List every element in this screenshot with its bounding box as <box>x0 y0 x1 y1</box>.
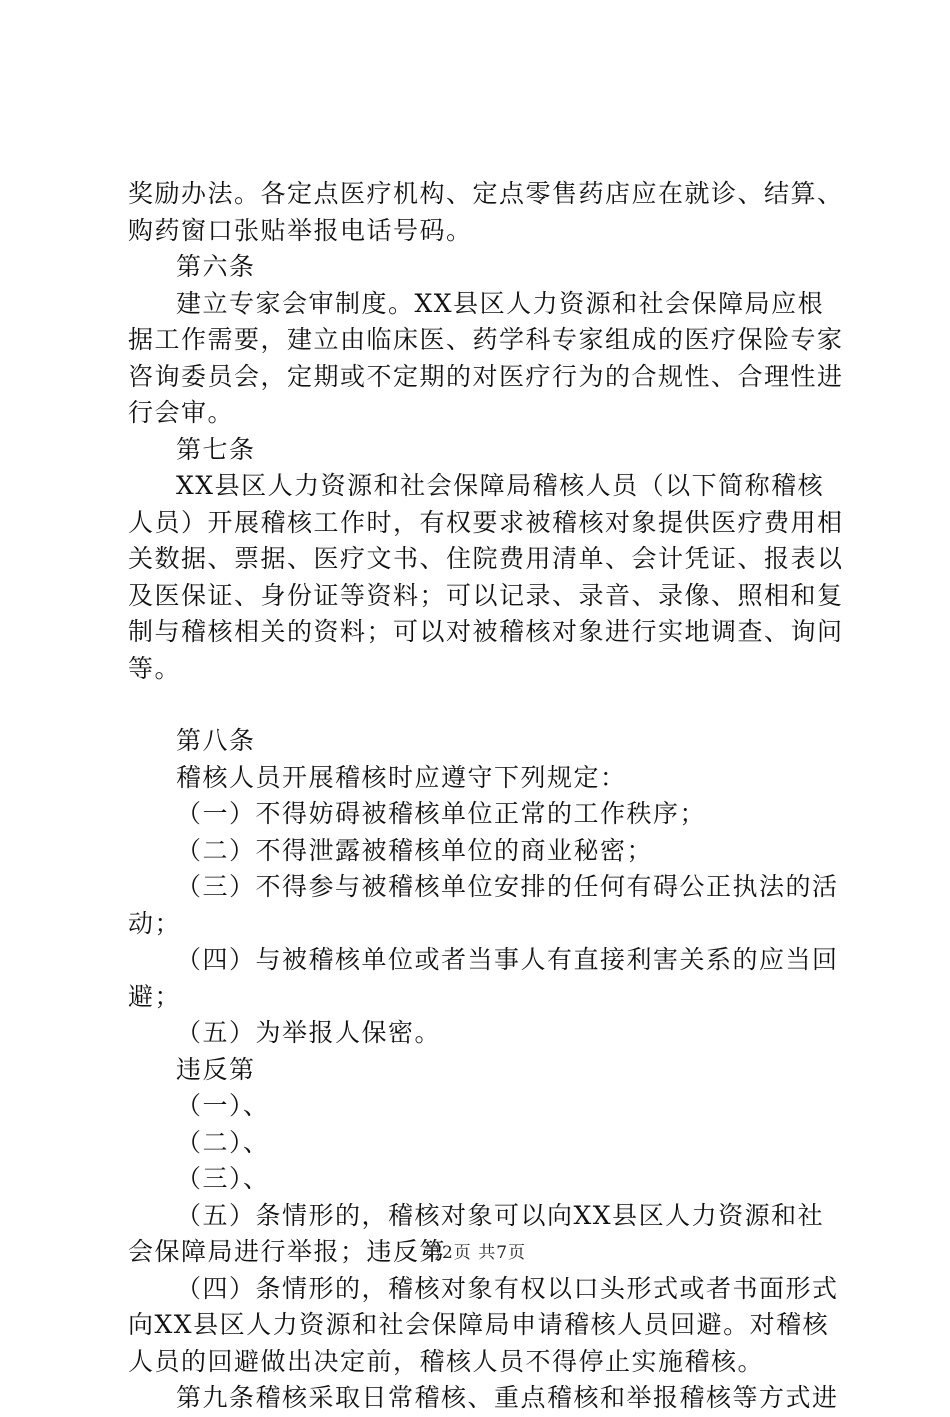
paragraph: 第六条 <box>176 252 256 281</box>
paragraph: （一）不得妨碍被稽核单位正常的工作秩序； <box>176 799 707 828</box>
paragraph: 第九条稽核采取日常稽核、重点稽核和举报稽核等方式进 <box>176 1383 839 1412</box>
page-number-footer: 第2页 共7页 <box>423 1243 527 1263</box>
paragraph: 违反第 <box>176 1054 256 1084</box>
paragraph: （一）、 <box>176 1091 270 1120</box>
paragraph: （四）与被稽核单位或者当事人有直接利害关系的应当回避； <box>128 945 839 1011</box>
paragraph: （五）为举报人保密。 <box>176 1018 442 1047</box>
paragraph-spacer <box>128 687 848 723</box>
paragraph: 第八条 <box>176 726 256 755</box>
paragraph: （三）不得参与被稽核单位安排的任何有碍公正执法的活动； <box>128 872 839 938</box>
paragraph: （三）、 <box>176 1164 270 1193</box>
paragraph: 稽核人员开展稽核时应遵守下列规定： <box>176 762 627 792</box>
paragraph: （五）条情形的，稽核对象可以向XX县区人力资源和社会保障局进行举报；违反第 <box>128 1200 825 1266</box>
paragraph: XX县区人力资源和社会保障局稽核人员（以下简称稽核人员）开展稽核工作时，有权要求被稽核对象提供医疗费用相关数据、票据、医疗文书、住院费用清单、会计凭证、报表以及医保证、身份证等资料；可以记录、录音、录像、照相和复制与稽核相关的资料；可以对被稽核对象进行实地调查、询问等。 <box>128 471 844 683</box>
paragraph: （二）、 <box>176 1127 270 1157</box>
paragraph: 奖励办法。各定点医疗机构、定点零售药店应在就诊、结算、购药窗口张贴举报电话号码。 <box>128 179 844 245</box>
paragraph: 第七条 <box>176 434 256 464</box>
paragraph: （四）条情形的，稽核对象有权以口头形式或者书面形式向XX县区人力资源和社会保障局申请稽核人员回避。对稽核人员的回避做出决定前，稽核人员不得停止实施稽核。 <box>128 1273 839 1376</box>
document-body <box>128 176 848 1417</box>
paragraph: 建立专家会审制度。XX县区人力资源和社会保障局应根据工作需要，建立由临床医、药学科专家组成的医疗保险专家咨询委员会，定期或不定期的对医疗行为的合规性、合理性进行会审。 <box>128 288 844 427</box>
paragraph: （二）不得泄露被稽核单位的商业秘密； <box>176 835 654 865</box>
